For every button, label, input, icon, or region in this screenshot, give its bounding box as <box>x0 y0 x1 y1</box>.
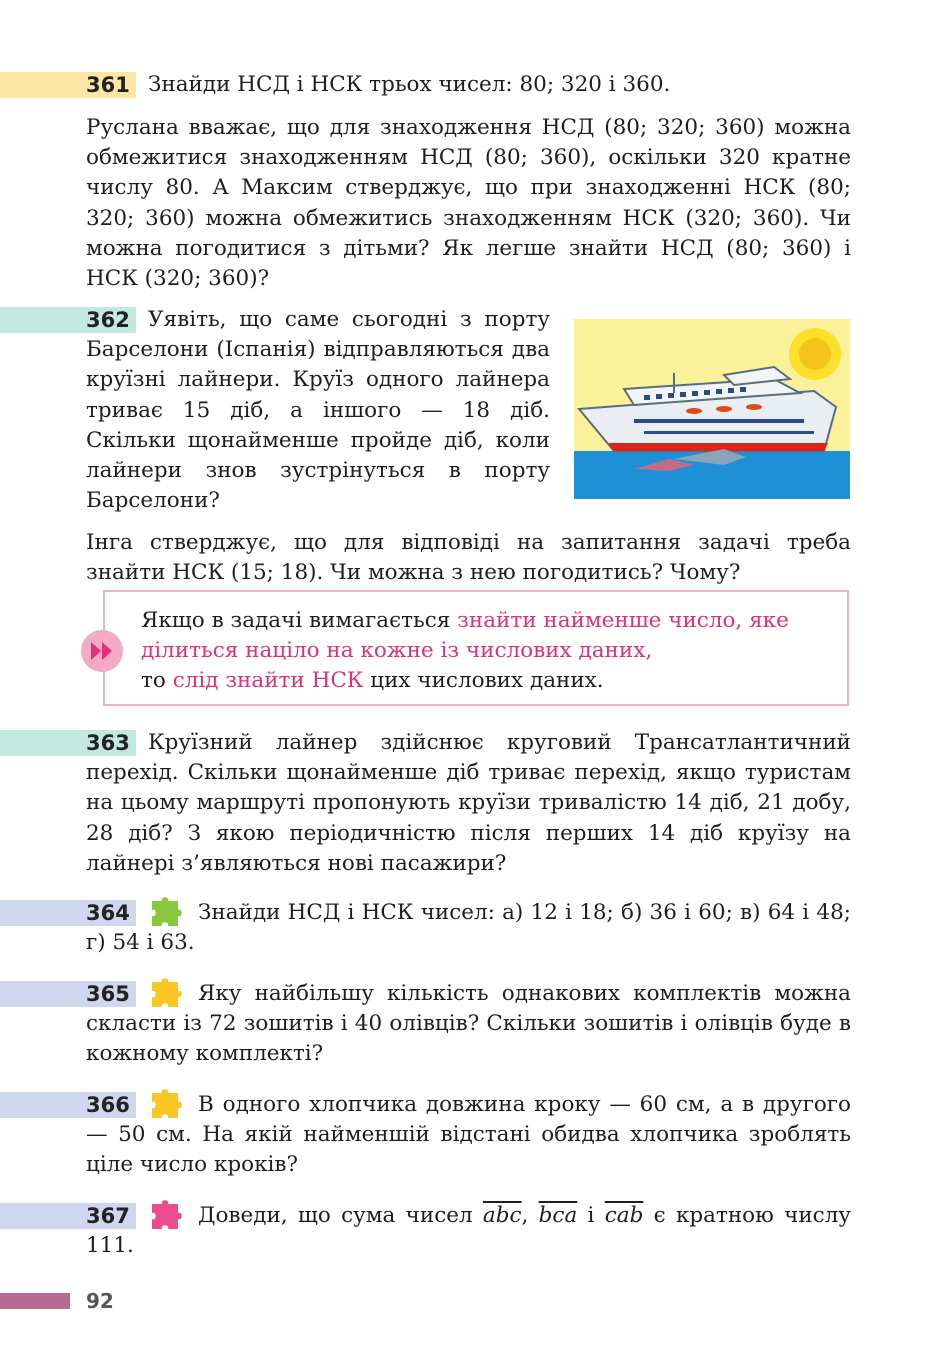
rule-part: то <box>141 668 173 694</box>
rule-box <box>103 590 849 706</box>
text-part: Доведи, що сума чисел <box>198 1203 483 1228</box>
overlined-number: $\overline{cab}$ <box>604 1203 644 1228</box>
problem-text <box>86 1201 851 1261</box>
text-part: є кратною числу 111. <box>86 1203 852 1259</box>
overlined-number: $\overline{abc}$ <box>482 1203 522 1228</box>
problem-text: Круїзний лайнер здійснює круговий Трансатлантичний перехід. Скільки щонайменше діб триває перехід, якщо туристам на цьому маршруті пропонують круїзи тривалістю 14 діб, 21 добу, 28 діб? З якою періодичністю після перших 14 діб круїзу на лайнері з’являються нові пасажири? <box>86 730 851 876</box>
text-part: і <box>577 1203 605 1228</box>
problem-number: 367 <box>86 1204 130 1228</box>
problem-number: 364 <box>86 901 130 925</box>
text-part: , <box>521 1203 539 1228</box>
problem-text: В одного хлопчика довжина кроку — 60 см, а в другого — 50 см. На якій найменшій відстані обидва хлопчика зроблять ціле число кроків? <box>86 1092 851 1178</box>
problem-number: 362 <box>86 308 130 332</box>
rule-part: цих числових даних. <box>363 668 604 694</box>
double-arrow-icon <box>81 630 123 672</box>
problem-text: Знайди НСД і НСК чисел: а) 12 і 18; б) 36 і 60; в) 64 і 48; г) 54 і 63. <box>86 900 851 956</box>
problem-followup: Інга стверджує, що для відповіді на запитання задачі треба знайти НСК (15; 18). Чи можна з нею погодитись? Чому? <box>86 530 851 586</box>
problem-number: 365 <box>86 982 130 1006</box>
rule-part: Якщо в задачі вимагається <box>141 608 458 633</box>
rule-highlight: знайти найменше число, яке ділиться націло на кожне із числових даних, <box>141 608 789 664</box>
problem-text: Знайди НСД і НСК трьох чисел: 80; 320 і 360. <box>148 72 671 97</box>
problem-body: Руслана вважає, що для знаходження НСД (80; 320; 360) можна обмежитися знаходженням НСД (80; 360), оскільки 320 кратне числу 80. А Максим стверджує, що при знаходженні НСК (80; 320; 360) можна обмежитись знаходженням НСК (320; 360). Чи можна погодитися з дітьми? Як легше знайти НСД (80; 360) і НСК (320; 360)? <box>86 115 851 292</box>
page-number: 92 <box>86 1289 114 1313</box>
problem-number: 366 <box>86 1093 130 1117</box>
problem-text: Яку найбільшу кількість однакових комплектів можна скласти із 72 зошитів і 40 олівців? Скільки зошитів і олівців буде в кожному комплекті? <box>86 981 851 1067</box>
cruise-ship-illustration <box>574 319 850 499</box>
page-number-bar <box>0 1293 70 1309</box>
problem-text: Уявіть, що саме сьогодні з порту Барселони (Іспанія) відправляються два круїзні лайнери. Круїз одного лайнера триває 15 діб, а іншого — 18 діб. Скільки щонайменше пройде діб, коли лайнери знов зустрінуться в порту Барселони? <box>86 307 550 514</box>
problem-number: 361 <box>86 73 130 97</box>
rule-highlight: слід знайти НСК <box>172 668 364 694</box>
rule-text <box>141 606 841 697</box>
problem-number: 363 <box>86 731 130 755</box>
overlined-number: $\overline{bca}$ <box>538 1203 578 1228</box>
